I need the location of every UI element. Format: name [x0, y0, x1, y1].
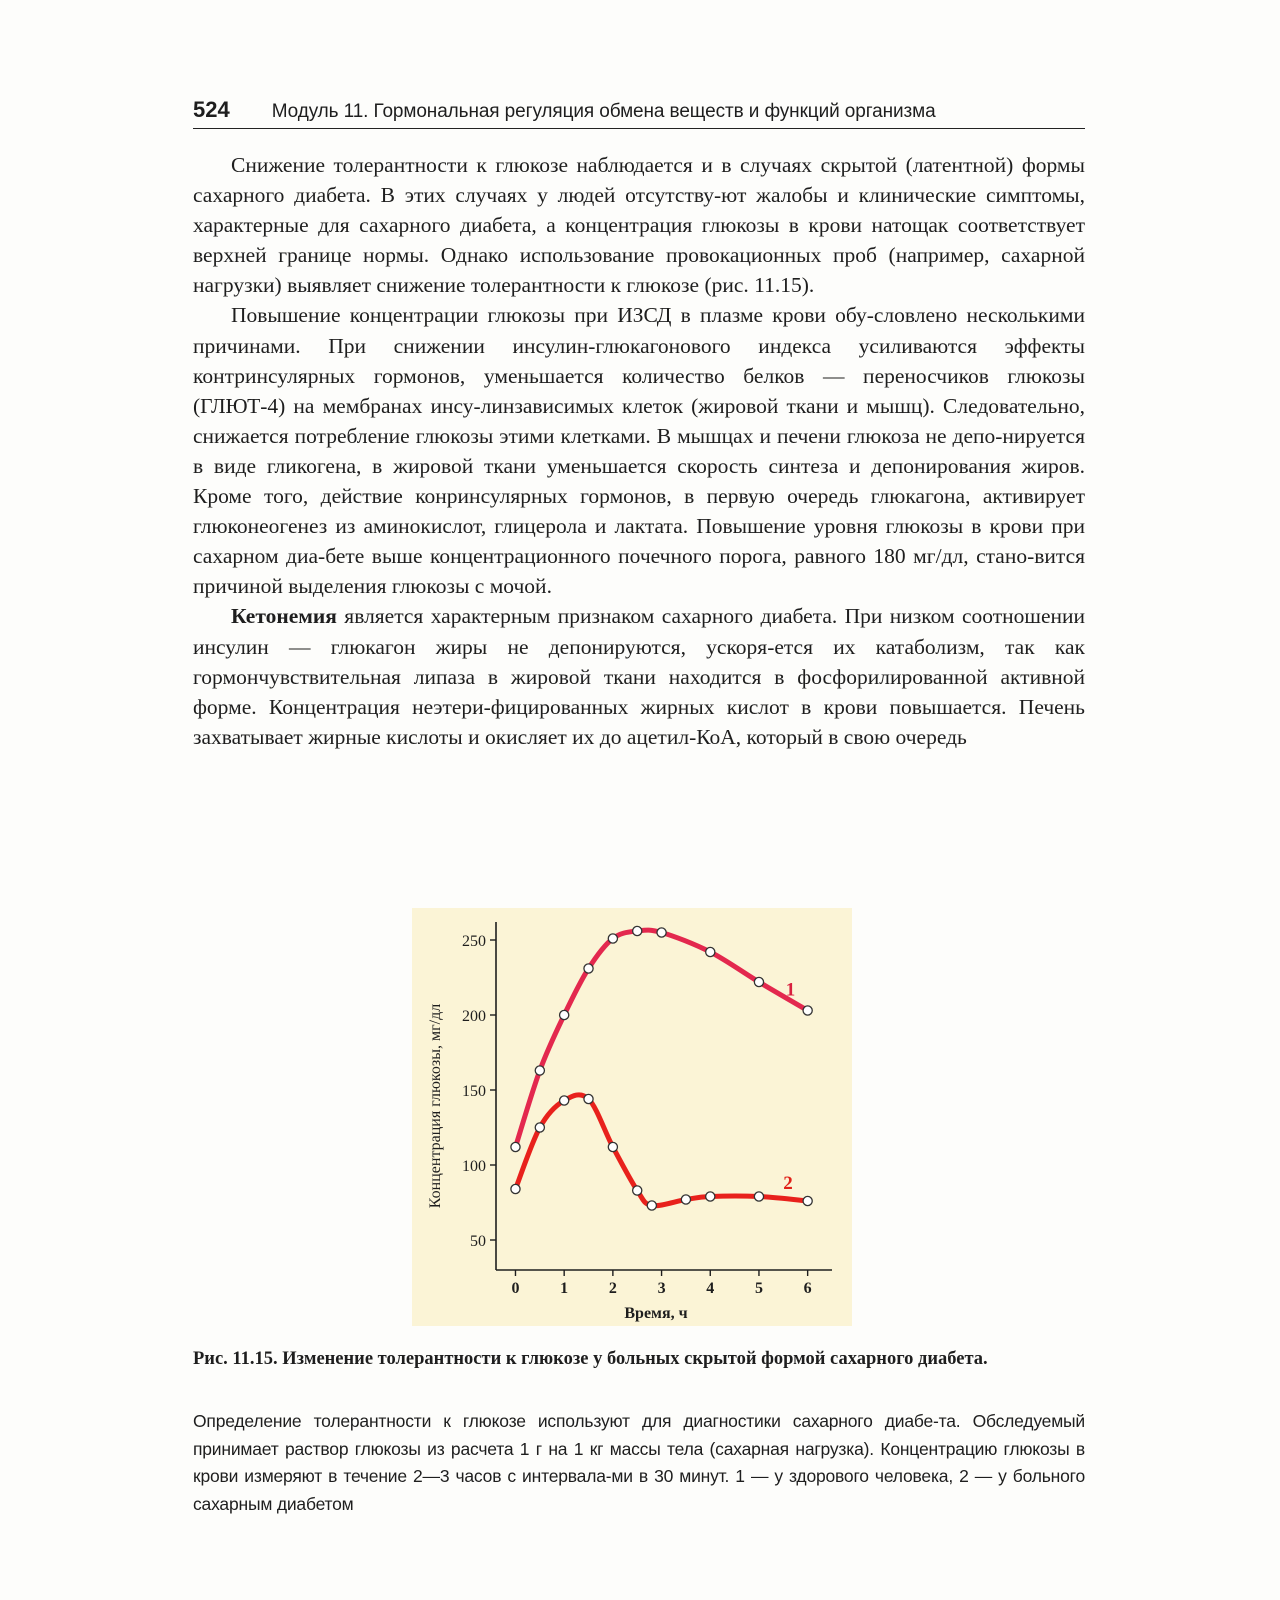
- page-number: 524: [193, 97, 230, 122]
- series-2-point: [511, 1184, 520, 1193]
- series-2-label: 2: [783, 1173, 793, 1194]
- series-2-point: [535, 1123, 544, 1132]
- series-2-point: [706, 1192, 715, 1201]
- series-2-point: [633, 1186, 642, 1195]
- series-1-point: [633, 926, 642, 935]
- series-2-point: [803, 1196, 812, 1205]
- figure-caption-text: Определение толерантности к глюкозе используют для диагностики сахарного диабе-та. Обследуемый принимает раствор глюкозы из расчета 1 г на 1 кг массы тела (сахарная нагрузка). Концентрацию глюкозы в крови измеряют в течение 2—3 часов с интервала-ми в 30 минут. 1 — у здорового человека, 2 — у больного сахарным диабетом: [193, 1411, 1085, 1514]
- figure-caption-title: Рис. 11.15. Изменение толерантности к глюкозе у больных скрытой формой сахарного диабета.: [193, 1349, 988, 1369]
- series-2-line: [515, 1095, 807, 1206]
- y-tick-label: 200: [462, 1008, 486, 1025]
- series-1-point: [535, 1066, 544, 1075]
- series-1-line: [515, 930, 807, 1147]
- page-header: [193, 92, 1085, 129]
- x-tick-label: 2: [608, 1280, 617, 1297]
- x-tick-label: 4: [706, 1280, 715, 1297]
- series-1-point: [608, 934, 617, 943]
- series-1-point: [560, 1010, 569, 1019]
- paragraph-1: Снижение толерантности к глюкозе наблюдается и в случаях скрытой (латентной) формы сахарного диабета. В этих случаях у людей отсутству-ют жалобы и клинические симптомы, характерные для сахарного диабета, а концентрация глюкозы в крови натощак соответствует верхней границе нормы. Однако использование провокационных проб (например, сахарной нагрузки) выявляет снижение толерантности к глюкозе (рис. 11.15).: [193, 153, 1085, 298]
- y-axis-label: Концентрация глюкозы, мг/дл: [427, 1003, 444, 1209]
- y-tick-label: 50: [470, 1233, 486, 1250]
- series-1-point: [803, 1006, 812, 1015]
- series-2-point: [647, 1201, 656, 1210]
- x-axis-label: Время, ч: [624, 1305, 688, 1322]
- series-2-point: [560, 1096, 569, 1105]
- x-tick-label: 6: [803, 1280, 812, 1297]
- series-1-point: [657, 928, 666, 937]
- series-1-point: [754, 977, 763, 986]
- series-2-point: [681, 1195, 690, 1204]
- series-2-point: [584, 1094, 593, 1103]
- term-ketonemia: Кетонемия: [231, 604, 337, 629]
- running-title: Модуль 11. Гормональная регуляция обмена веществ и функций организма: [271, 101, 936, 122]
- body-text: [193, 150, 1085, 752]
- series-1-label: 1: [785, 979, 796, 1001]
- series-1-point: [706, 947, 715, 956]
- paragraph-2: Повышение концентрации глюкозы при ИЗСД в плазме крови обу-словлено несколькими причинами. При снижении инсулин-глюкагонового индекса усиливаются эффекты контринсулярных гормонов, уменьшается количество белков — переносчиков глюкозы (ГЛЮТ-4) на мембранах инсу-линзависимых клеток (жировой ткани и мышц). Следовательно, снижается потребление глюкозы этими клетками. В мышцах и печени глюкоза не депо-нируется в виде гликогена, в жировой ткани уменьшается скорость синтеза и депонирования жиров. Кроме того, действие конринсулярных гормонов, в первую очередь глюкагона, активирует глюконеогенез из аминокислот, глицерола и лактата. Повышение уровня глюкозы в крови при сахарном диа-бете выше концентрационного почечного порога, равного 180 мг/дл, стано-вится причиной выделения глюкозы с мочой.: [193, 303, 1085, 599]
- series-2-point: [754, 1192, 763, 1201]
- y-tick-label: 100: [462, 1158, 486, 1175]
- glucose-tolerance-chart: [412, 908, 852, 1326]
- series-2-point: [608, 1142, 617, 1151]
- x-tick-label: 1: [560, 1280, 569, 1297]
- y-tick-label: 250: [462, 933, 486, 950]
- paragraph-3: [193, 601, 1085, 751]
- y-tick-label: 150: [462, 1083, 486, 1100]
- x-tick-label: 3: [657, 1280, 666, 1297]
- paragraph-3-text: является характерным признаком сахарного диабета. При низком соотношении инсулин — глюкагон жиры не депонируются, ускоря-ется их катаболизм, так как гормончувствительная липаза в жировой ткани находится в фосфорилированной активной форме. Концентрация неэтери-фицированных жирных кислот в крови повышается. Печень захватывает жирные кислоты и окисляет их до ацетил-КоА, который в свою очередь: [193, 604, 1085, 749]
- x-tick-label: 0: [511, 1280, 520, 1297]
- x-tick-label: 5: [754, 1280, 763, 1297]
- series-1-point: [584, 964, 593, 973]
- series-1-point: [511, 1142, 520, 1151]
